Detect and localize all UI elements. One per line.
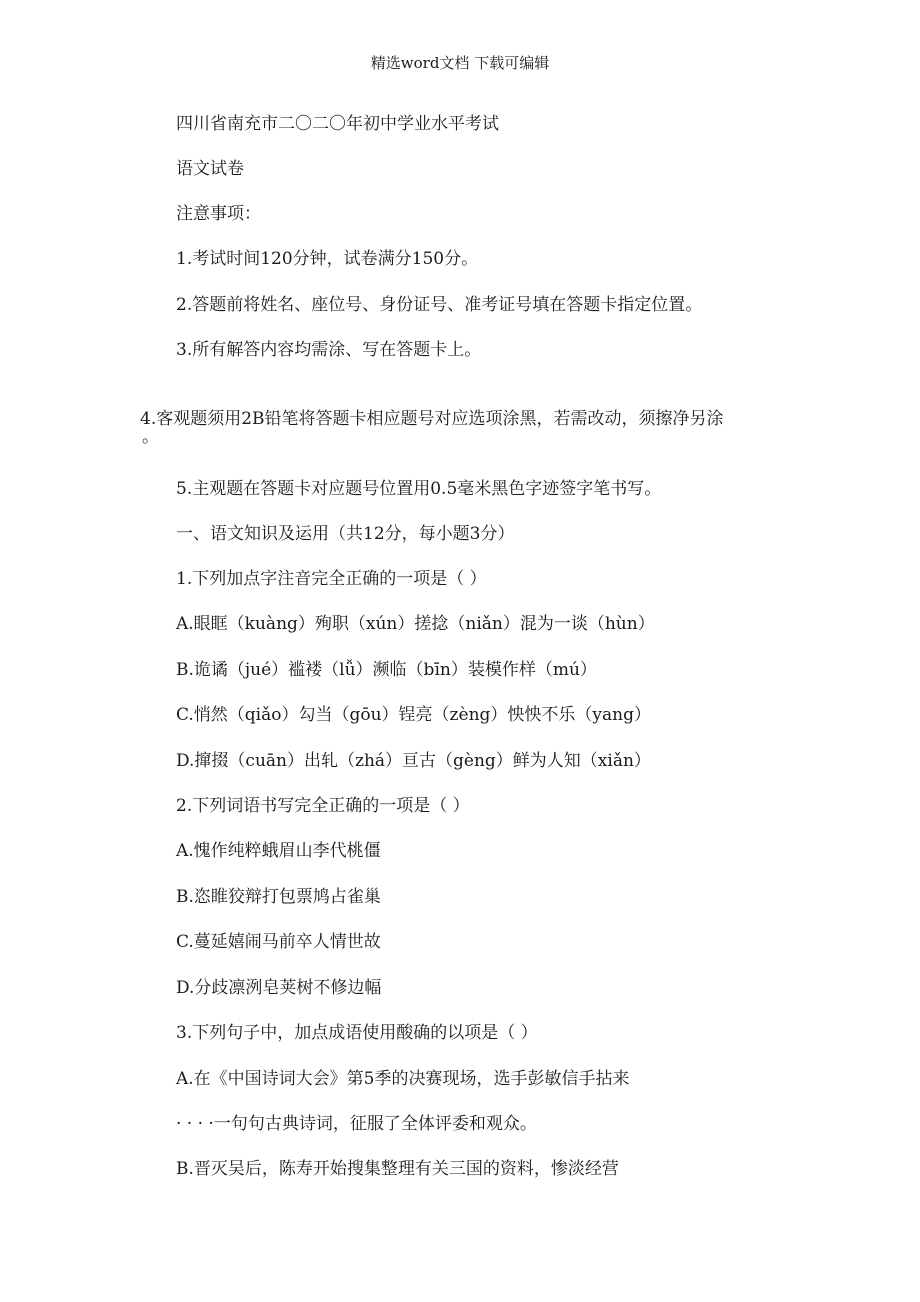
- question-option: D.分歧凛洌皂荚树不修边幅: [176, 978, 382, 998]
- notice-item: 5.主观题在答题卡对应题号位置用0.5毫米黑色字迹签字笔书写。: [176, 479, 662, 499]
- notice-item-continuation: 。: [142, 427, 159, 447]
- notice-item: 1.考试时间120分钟，试卷满分150分。: [176, 249, 479, 269]
- exam-subject: 语文试卷: [176, 159, 244, 179]
- notice-item: 3.所有解答内容均需涂、写在答题卡上。: [176, 340, 482, 360]
- question-option: B.恣睢狡辩打包票鸠占雀巢: [176, 887, 381, 907]
- question-option: A.在《中国诗词大会》第5季的决赛现场，选手彭敏信手拈来: [176, 1069, 630, 1089]
- question-option: B.晋灭吴后，陈寿开始搜集整理有关三国的资料，惨淡经营: [176, 1159, 619, 1179]
- notice-item: 2.答题前将姓名、座位号、身份证号、准考证号填在答题卡指定位置。: [176, 295, 703, 315]
- notice-item: 4.客观题须用2B铅笔将答题卡相应题号对应选项涂黑，若需改动，须擦净另涂: [140, 409, 724, 429]
- exam-title: 四川省南充市二〇二〇年初中学业水平考试: [176, 114, 499, 134]
- question-option: D.撺掇（cuān）出轧（zhá）亘古（gèng）鲜为人知（xiǎn）: [176, 751, 651, 771]
- question-stem: 2.下列词语书写完全正确的一项是（ ）: [176, 796, 470, 816]
- question-option: B.诡谲（jué）褴褛（lǚ）濒临（bīn）装模作样（mú）: [176, 660, 597, 680]
- question-option: A.眼眶（kuàng）殉职（xún）搓捻（niǎn）混为一谈（hùn）: [176, 614, 655, 634]
- section-heading: 一、语文知识及运用（共12分，每小题3分）: [176, 524, 515, 544]
- question-option: C.悄然（qiǎo）勾当（gōu）锃亮（zèng）怏怏不乐（yang）: [176, 705, 651, 725]
- question-option-continuation: · · · ·一句句古典诗词，征服了全体评委和观众。: [176, 1114, 537, 1134]
- page-header: 精选word文档 下载可编辑: [370, 54, 550, 72]
- question-option: C.蔓延嬉闹马前卒人情世故: [176, 932, 381, 952]
- question-stem: 1.下列加点字注音完全正确的一项是（ ）: [176, 569, 487, 589]
- question-option: A.愧作纯粹蛾眉山李代桃僵: [176, 841, 381, 861]
- notice-heading: 注意事项：: [176, 204, 261, 224]
- question-stem: 3.下列句子中，加点成语使用酸确的以项是（ ）: [176, 1023, 538, 1043]
